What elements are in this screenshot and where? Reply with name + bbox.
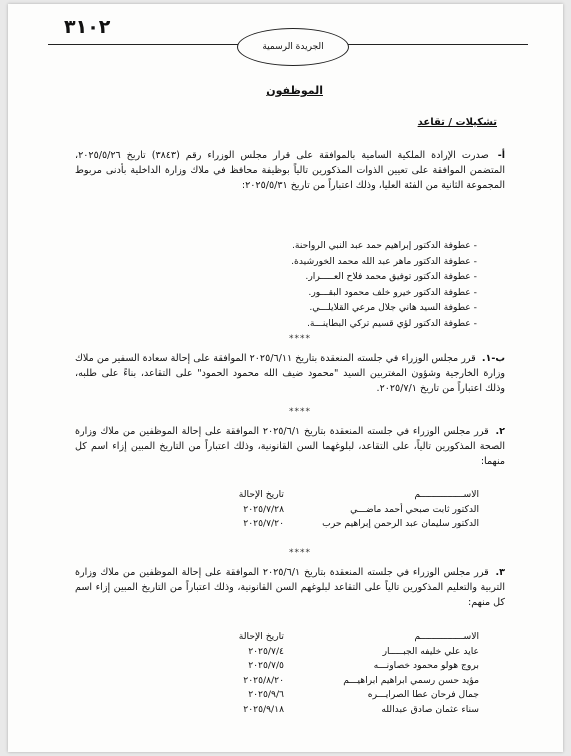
table-row	[239, 703, 479, 718]
retiree-name: الدكتور سليمان عبد الرحمن إبراهيم حرب	[322, 518, 479, 529]
table-header-row	[239, 630, 479, 645]
item-b1-label: ب-١.	[481, 353, 505, 364]
item-2-label: ٢.	[495, 426, 505, 437]
list-item: - عطوفة الدكتور توفيق محمد فلاح العـــــرار.	[291, 269, 477, 285]
retirement-date: ٢٠٢٥/٩/١٨	[243, 703, 284, 715]
column-header-date: تاريخ الإحالة	[238, 631, 284, 642]
retirement-date: ٢٠٢٥/٧/٢٠	[243, 518, 284, 529]
list-item: - عطوفة الدكتور خيرو خلف محمود البقـــور.	[291, 285, 477, 301]
item-b1-paragraph	[75, 351, 505, 396]
table-row	[239, 645, 479, 660]
item-a-text: صدرت الإرادة الملكية السامية بالموافقة على قرار مجلس الوزراء رقم (٣٨٤٣) تاريخ ٢٠٢٥/٥/٢٦، المتضمن الموافقة على تعيين الذوات المذكورين تالياً بوظيفة محافظ في ملاك وزارة الداخلية بأدنى مربوط المجموعة الثانية من الفئة العليا، وذلك اعتباراً من تاريخ ٢٠٢٥/٥/٣١:	[75, 150, 505, 191]
list-item: - عطوفة الدكتور إبراهيم حمد عبد النبي الرواحنة.	[291, 238, 477, 254]
subsection-title: تشكيلات / تقاعد	[417, 117, 497, 128]
item-b1-text: قرر مجلس الوزراء في جلسته المنعقدة بتاريخ ٢٠٢٥/٦/١١ الموافقة على إحالة سعادة السفير من ملاك وزارة الخارجية وشؤون المغتربين السيد "محمود ضيف الله محمود الحمود" على التقاعد، بناءً على طلبه، وذلك اعتباراً من تاريخ ٢٠٢٥/٧/١.	[75, 353, 505, 394]
list-item: - عطوفة الدكتور ماهر عبد الله محمد الخورشيدة.	[291, 254, 477, 270]
table-row	[239, 659, 479, 674]
table-row	[239, 688, 479, 703]
education-retirees-table	[239, 630, 479, 717]
health-retirees-table	[239, 488, 479, 532]
item-3-text: قرر مجلس الوزراء في جلسته المنعقدة بتاريخ ٢٠٢٥/٦/١ الموافقة على إحالة الموظفين من ملاك وزارة التربية والتعليم المذكورين تالياً على التقاعد لبلوغهم السن القانونية، وذلك اعتباراً من التاريخ المبين إزاء اسم كل منهم:	[75, 567, 505, 608]
retiree-name: عايد علي خليفه الجبـــــار	[382, 645, 479, 657]
item-3-paragraph	[75, 565, 505, 610]
retiree-name: جمال فرحان عطا الصرايـــره	[367, 689, 479, 700]
gazette-page	[8, 4, 563, 752]
item-a-paragraph	[75, 148, 505, 193]
column-header-name: الاســــــــــــــــم	[414, 631, 479, 642]
gazette-name: الجريدة الرسمية	[262, 42, 324, 52]
separator: ****	[289, 334, 311, 344]
retirement-date: ٢٠٢٥/٩/٦	[248, 689, 284, 700]
table-header-row	[239, 488, 479, 503]
item-2-paragraph	[75, 424, 505, 469]
governors-list	[291, 238, 477, 331]
item-2-text: قرر مجلس الوزراء في جلسته المنعقدة بتاريخ ٢٠٢٥/٦/١ الموافقة على إحالة الموظفين من ملاك وزارة الصحة المذكورين تالياً، على التقاعد، لبلوغهما السن القانونية، وذلك اعتباراً من التاريخ المبين إزاء اسم كل منهما:	[75, 426, 505, 467]
column-header-date: تاريخ الإحالة	[238, 489, 284, 500]
list-item: - عطوفة السيد هاني جلال مرعي القلايلـــي.	[291, 300, 477, 316]
retirement-date: ٢٠٢٥/٧/٤	[248, 645, 284, 657]
column-header-name: الاســــــــــــــــم	[414, 489, 479, 500]
gazette-name-oval	[237, 28, 349, 66]
table-row	[239, 503, 479, 518]
retirement-date: ٢٠٢٥/٧/٢٨	[243, 503, 284, 515]
retirement-date: ٢٠٢٥/٨/٢٠	[243, 674, 284, 686]
separator: ****	[289, 548, 311, 558]
page-number: ٣١٠٢	[64, 16, 111, 38]
section-title: الموظفون	[266, 84, 323, 97]
item-a-label: أ-	[497, 150, 505, 161]
retiree-name: سناء عثمان صادق عبدالله	[381, 703, 479, 715]
list-item: - عطوفة الدكتور لؤي قسيم تركي البطاينـــة.	[291, 316, 477, 332]
separator: ****	[289, 407, 311, 417]
table-row	[239, 517, 479, 532]
retiree-name: مؤيد حسن رسمي ابراهيم ابراهيـــم	[343, 674, 479, 686]
retiree-name: الدكتور ثابت صبحي أحمد ماضـــي	[350, 503, 479, 515]
table-row	[239, 674, 479, 689]
item-3-label: ٣.	[495, 567, 505, 578]
retirement-date: ٢٠٢٥/٧/٥	[248, 660, 284, 671]
retiree-name: بروج هولو محمود خصاونـــه	[373, 660, 479, 671]
